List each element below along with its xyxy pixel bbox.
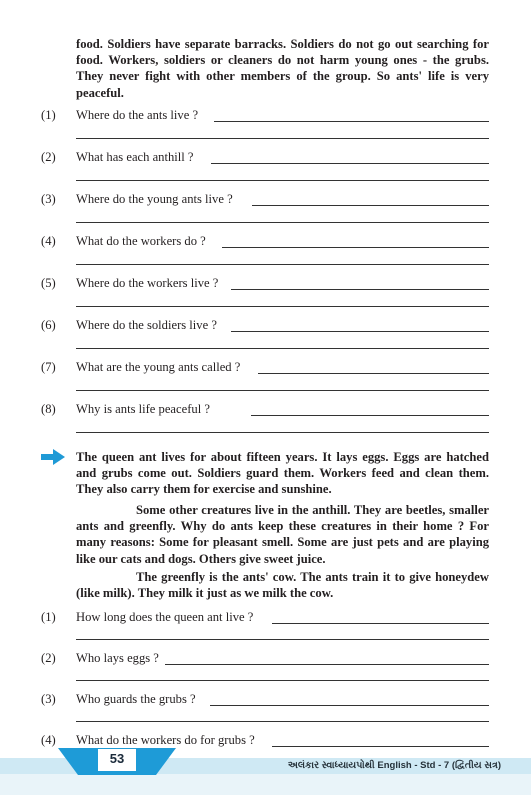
answer-line[interactable] [76,180,489,181]
answer-line[interactable] [76,222,489,223]
question-row [0,692,531,708]
passage-top: food. Soldiers have separate barracks. Soldiers do not go out searching for food. Workers, soldiers or cleaners do not harm young ones - the grubs. They never fight with other members of the group. So ants' life is very peaceful. [76,37,489,100]
question-row [0,651,531,667]
question-number: (1) [41,610,56,624]
question-text: Why is ants life peaceful ? [76,402,210,416]
answer-line[interactable] [76,639,489,640]
question-text: What has each anthill ? [76,150,194,164]
question-row [0,192,531,208]
question-text: What do the workers do ? [76,234,206,248]
question-row [0,108,531,124]
question-number: (5) [41,276,56,290]
question-number: (4) [41,733,56,747]
answer-line[interactable] [258,373,489,374]
question-text: Where do the young ants live ? [76,192,233,206]
question-number: (2) [41,150,56,164]
answer-line[interactable] [222,247,489,248]
question-number: (4) [41,234,56,248]
answer-line[interactable] [76,390,489,391]
answer-line[interactable] [211,163,489,164]
question-number: (2) [41,651,56,665]
answer-line[interactable] [272,746,489,747]
question-row [0,276,531,292]
question-number: (3) [41,692,56,706]
answer-line[interactable] [231,289,489,290]
question-number: (7) [41,360,56,374]
answer-line[interactable] [210,705,489,706]
question-text: Who guards the grubs ? [76,692,196,706]
answer-line[interactable] [76,348,489,349]
book-title: અલંકાર સ્વાધ્યાયપોથી English - Std - 7 (દ્વિતીય સત્ર) [287,760,501,771]
question-row [0,360,531,376]
answer-line[interactable] [76,264,489,265]
question-row [0,402,531,418]
question-text: What are the young ants called ? [76,360,241,374]
question-number: (8) [41,402,56,416]
passage-paragraph-3: The greenfly is the ants' cow. The ants train it to give honeydew (like milk). They milk it just as we milk the cow. [76,570,489,601]
answer-line[interactable] [76,721,489,722]
question-text: Where do the workers live ? [76,276,219,290]
question-row [0,318,531,334]
answer-line[interactable] [76,138,489,139]
question-text: What do the workers do for grubs ? [76,733,255,747]
right-arrow-icon [41,449,65,465]
question-text: Where do the ants live ? [76,108,199,122]
page-number: 53 [109,751,125,766]
question-text: Who lays eggs ? [76,651,159,665]
passage-paragraph-2: Some other creatures live in the anthill. They are beetles, smaller ants and greenfly. Why do ants keep these creatures in their home ? For many reasons: Some for pleasant smell. Some are just pets and are playing like our cats and dogs. Others give sweet juice. [76,503,489,566]
answer-line[interactable] [231,331,489,332]
question-text: Where do the soldiers live ? [76,318,217,332]
answer-line[interactable] [165,664,489,665]
answer-line[interactable] [252,205,489,206]
answer-line[interactable] [76,432,489,433]
answer-line[interactable] [214,121,489,122]
question-number: (6) [41,318,56,332]
question-row [0,234,531,250]
answer-line[interactable] [76,680,489,681]
question-row [0,610,531,626]
answer-line[interactable] [76,306,489,307]
question-number: (1) [41,108,56,122]
question-text: How long does the queen ant live ? [76,610,254,624]
answer-line[interactable] [272,623,489,624]
question-row [0,150,531,166]
passage-paragraph-1: The queen ant lives for about fifteen years. It lays eggs. Eggs are hatched and grubs come out. Soldiers guard them. Workers feed and clean them. They also carry them for exercise and sunshine. [76,450,489,497]
answer-line[interactable] [251,415,489,416]
footer-bottom-strip [0,774,531,795]
question-number: (3) [41,192,56,206]
question-row [0,733,531,749]
